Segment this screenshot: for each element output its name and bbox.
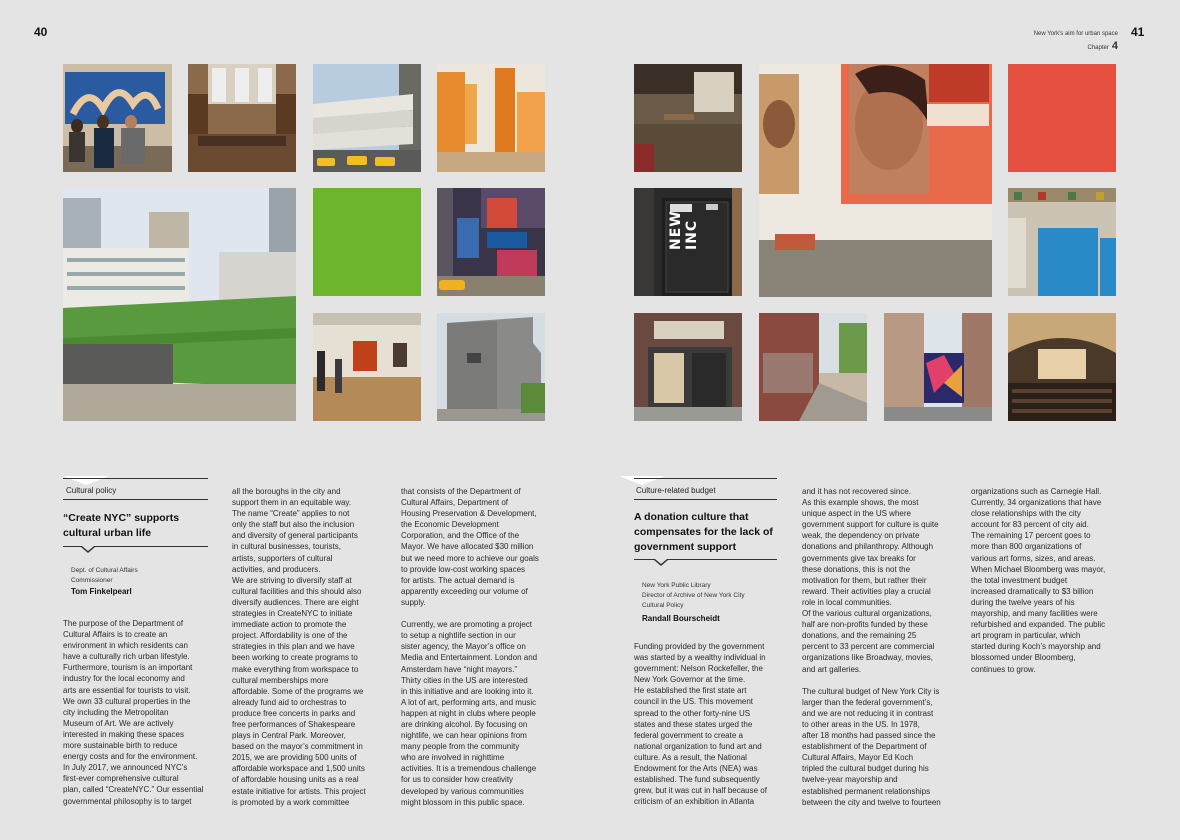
- left-page-number: 40: [34, 25, 48, 39]
- photo-library-reading-room: [188, 64, 296, 172]
- photo-guggenheim-exterior: [313, 64, 421, 172]
- photo-salon-beaute-mural: [759, 64, 992, 297]
- article-column-2: all the boroughs in the city and support them in an equitable way. The name “Create” applies to not only the staff but also the inclusion and diversity of general participants in cultural businesses, tourists, artists, supporters of cultural activities, and producers. We are striving to diversify staff at cultural facilities and this should also diversify audiences. There are eight strategies in CreateNYC to initiate immediate action to promote the project. Affordability is one of the strategies in this plan and we have been working to create programs to make everything from workspace to cultural memberships more affordable. Some of the programs we already fund aid to orchestras to produce free concerts in parks and free performances of Shakespeare plays in Central Park. Moreover, based on the mayor’s commitment in 2015, we are providing 500 units of affordable workspace and 1,500 units of affordable housing units as a real estate initiative for artists. This project is promoted by a work committee: [232, 487, 366, 807]
- interviewee-role-right: New York Public Library Director of Archive of New York City Cultural Policy: [642, 582, 745, 609]
- article-headline: “Create NYC” supports cultural urban life: [63, 512, 180, 539]
- photo-red-swatch: [1008, 64, 1116, 172]
- speech-pointer: [81, 547, 95, 553]
- photo-new-inc-door: [634, 188, 742, 296]
- article-headline-right: A donation culture that compensates for the lack of government support: [634, 511, 773, 553]
- photo-cafe-interior: [634, 64, 742, 172]
- speech-pointer-right: [654, 560, 668, 566]
- section-bottom-rule: [63, 499, 208, 500]
- section-label: Cultural policy: [66, 486, 117, 495]
- photo-museum-painting-viewers: [63, 64, 172, 172]
- section-bottom-rule-right: [634, 499, 777, 500]
- photo-graffiti-street: [759, 313, 867, 421]
- new-inc-sign-text: NEW INC: [668, 210, 700, 250]
- chapter-label: Chapter: [1087, 45, 1109, 51]
- running-head: New York’s aim for urban space: [1033, 31, 1118, 37]
- section-label-right: Culture-related budget: [636, 486, 716, 495]
- photo-storefront: [634, 313, 742, 421]
- right-page-number: 41: [1131, 25, 1145, 39]
- interviewee-name-right: Randall Bourscheidt: [642, 614, 720, 623]
- photo-gallery-interior: [313, 313, 421, 421]
- article-column-right-3: organizations such as Carnegie Hall. Currently, 34 organizations that have close relationships with the city account for 83 percent of city aid. The remaining 17 percent goes to more than 800 organizations of various art forms, sizes, and areas. When Michael Bloomberg was mayor, the total investment budget increased dramatically to $3 billion during the twelve years of his mayorship, and many facilities were refurbished and expanded. The public art program in particular, which started during Koch’s mayorship and blossomed under Bloomberg, continues to grow.: [971, 487, 1106, 674]
- photo-green-swatch: [313, 188, 421, 296]
- photo-orange-installation: [437, 64, 545, 172]
- interviewee-role: Dept. of Cultural Affairs Commissioner: [71, 567, 138, 584]
- section-top-rule-right: [634, 478, 777, 479]
- interviewee-name: Tom Finkelpearl: [71, 587, 132, 596]
- article-column-1: The purpose of the Department of Cultural Affairs is to create an environment in which residents can have a culturally rich urban lifestyle. Furthermore, tourism is an important industry for the local economy and arts are essential for tourists to visit. We own 33 cultural properties in the city including the Metropolitan Museum of Art. We are actively interested in making these spaces more sustainable birth to reduce energy costs and for the environment. In July 2017, we announced NYC’s first-ever comprehensive cultural plan, called “CreateNYC.” Our essential governmental philosophy is to target: [63, 619, 204, 806]
- chapter-marker: [1088, 40, 1118, 52]
- photo-mural-brownstone: [884, 313, 992, 421]
- article-column-right-2: and it has not recovered since. As this example shows, the most unique aspect in the US where government support for culture is quite weak, the dependency on private donations and philanthropy. Although governments give tax breaks for these donations, this is not the motivation for them, but rather their reward. Their activities play a crucial role in local communities. Of the various cultural organizations, half are non-profits funded by these donations, and the remaining 25 percent to 33 percent are commercial organizations like Broadway, movies, and art galleries. The cultural budget of New York City is larger than the federal government’s, and we are not reducing it in contrast to other areas in the US. In 1978, after 18 months had passed since the establishment of the Department of Cultural Affairs, Mayor Ed Koch tripled the cultural budget during his twelve-year mayorship and established permanent relationships between the city and twelve to fourteen: [802, 487, 941, 807]
- photo-theater-interior: [1008, 313, 1116, 421]
- photo-lincoln-center-lawn: [63, 188, 296, 421]
- article-column-3: that consists of the Department of Cultural Affairs, Department of Housing Preservation & Development, the Economic Development Corporation, and the Office of the Mayor. We have allocated $30 million but we need more to achieve our goals to provide low-cost working spaces for artists. The actual demand is apparently exceeding our volume of supply. Currently, we are promoting a project to setup a nightlife section in our sister agency, the Mayor’s office on Media and Entertainment. London and Amsterdam have “night mayors.” Thirty cities in the US are interested in this initiative and are looking into it. A lot of art, performing arts, and music happen at night in clubs where people are drinking alcohol. By focusing on nightlife, we can hear opinions from many people from the community who are involved in nighttime activities. It is a tremendous challenge for us to consider how creativity developed by various communities might blossom in this public space.: [401, 487, 539, 807]
- article-column-right-1: Funding provided by the government was started by a wealthy individual in government: Nelson Rockefeller, the New York Governor at the time. He established the first state art council in the US. This movement spread to the other forty-nine US states and these states urged the federal government to create a national organization to fund art and culture. As a result, the National Endowment for the Arts (NEA) was established. The fund subsequently grew, but it was cut in half because of criticism of an exhibition in Atlanta: [634, 642, 767, 807]
- photo-historic-facade-blue-doors: [1008, 188, 1116, 296]
- chapter-number: 4: [1111, 40, 1118, 52]
- section-top-rule: [63, 478, 208, 479]
- photo-times-square-night: [437, 188, 545, 296]
- photo-breuer-building: [437, 313, 545, 421]
